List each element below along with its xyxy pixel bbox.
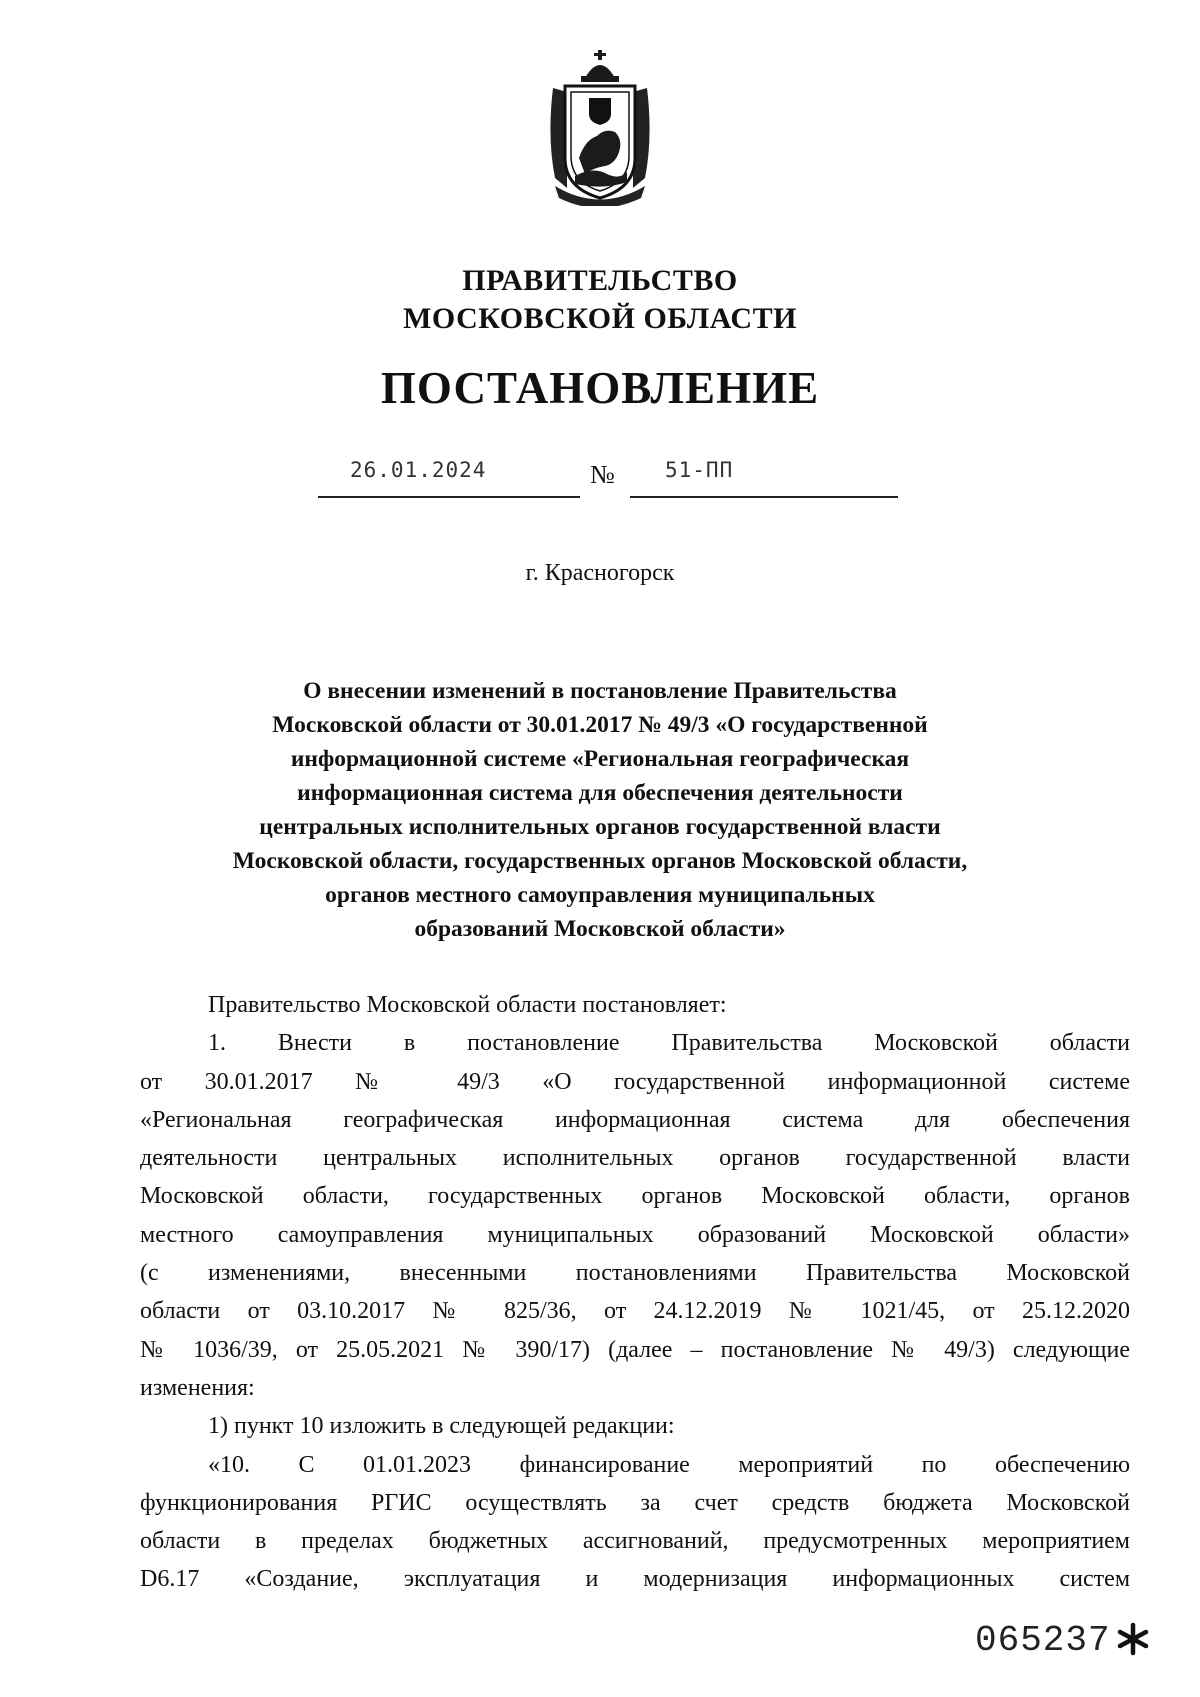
body-line: Московской области, государственных органов Московской области, органов (140, 1183, 1130, 1210)
date-underline (318, 496, 580, 498)
body-line: деятельности центральных исполнительных органов государственной власти (140, 1145, 1130, 1172)
body-line: «Региональная географическая информационная система для обеспечения (140, 1106, 1130, 1133)
document-subject-title (150, 674, 1050, 946)
government-name-line2: МОСКОВСКОЙ ОБЛАСТИ (403, 302, 797, 335)
body-line: изменения: (140, 1374, 255, 1401)
title-line: информационная система для обеспечения деятельности (297, 780, 903, 806)
title-line: Московской области, государственных органов Московской области, (232, 848, 968, 874)
body-line: «10. С 01.01.2023 финансирование мероприятий по обеспечению (208, 1451, 1130, 1478)
government-name-line1: ПРАВИТЕЛЬСТВО (462, 264, 738, 297)
body-line: 1) пункт 10 изложить в следующей редакции: (208, 1413, 675, 1440)
body-line: № 1036/39, от 25.05.2021 № 390/17) (далее – постановление № 49/3) следующие (140, 1336, 1130, 1363)
document-date: 26.01.2024 (350, 458, 487, 482)
title-line: информационной системе «Региональная географическая (290, 746, 910, 772)
title-line: О внесении изменений в постановление Правительства (303, 678, 897, 704)
asterisk-icon (1116, 1622, 1150, 1656)
serial-number: 065237 (975, 1620, 1111, 1661)
body-line: от 30.01.2017 № 49/3 «О государственной информационной системе (140, 1068, 1130, 1095)
document-body (140, 986, 1130, 1599)
number-underline (630, 496, 898, 498)
title-line: центральных исполнительных органов государственной власти (259, 814, 941, 840)
body-line: D6.17 «Создание, эксплуатация и модернизация информационных систем (140, 1566, 1130, 1593)
body-line: области в пределах бюджетных ассигнований, предусмотренных мероприятием (140, 1528, 1130, 1555)
body-line: местного самоуправления муниципальных образований Московской области» (140, 1221, 1130, 1248)
document-number: 51-ПП (665, 458, 734, 482)
body-line: (с изменениями, внесенными постановлениями Правительства Московской (140, 1260, 1130, 1287)
body-line: 1. Внести в постановление Правительства Московской области (208, 1030, 1130, 1057)
body-line: Правительство Московской области постановляет: (208, 992, 727, 1018)
coat-of-arms-emblem (545, 48, 655, 206)
document-type-title: ПОСТАНОВЛЕНИЕ (380, 363, 820, 413)
title-line: Московской области от 30.01.2017 № 49/3 «О государственной (272, 712, 928, 738)
city-name: г. Красногорск (525, 560, 675, 586)
number-sign: № (590, 460, 615, 489)
body-line: функционирования РГИС осуществлять за счет средств бюджета Московской (140, 1489, 1130, 1516)
title-line: образований Московской области» (414, 916, 786, 942)
body-line: области от 03.10.2017 № 825/36, от 24.12.2019 № 1021/45, от 25.12.2020 (140, 1298, 1130, 1325)
title-line: органов местного самоуправления муниципальных (325, 882, 875, 908)
